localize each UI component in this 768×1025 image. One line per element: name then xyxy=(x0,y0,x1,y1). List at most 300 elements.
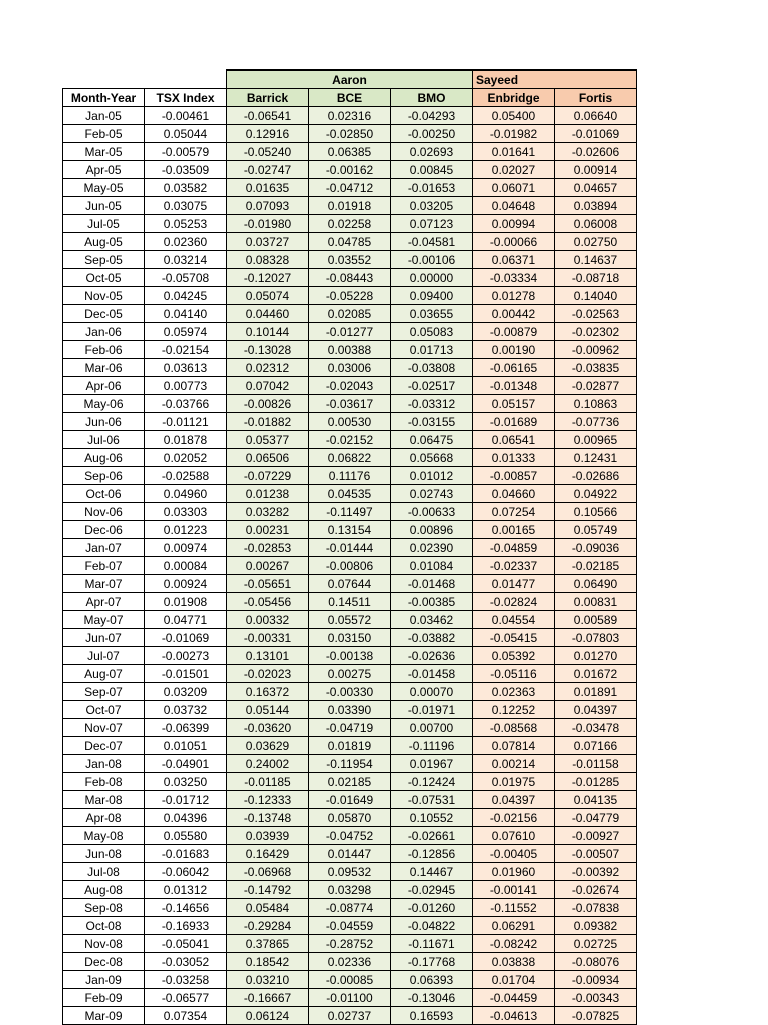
cell-bmo: 0.00070 xyxy=(391,683,473,701)
cell-fortis: -0.02686 xyxy=(555,467,637,485)
table-row xyxy=(63,179,637,197)
table-row xyxy=(63,719,637,737)
cell-bmo: -0.04822 xyxy=(391,917,473,935)
cell-tsx-index: 0.00773 xyxy=(145,377,227,395)
cell-barrick: 0.03939 xyxy=(227,827,309,845)
cell-bmo: -0.12856 xyxy=(391,845,473,863)
cell-fortis: 0.06640 xyxy=(555,107,637,125)
cell-bce: -0.04559 xyxy=(309,917,391,935)
cell-enbridge: 0.04660 xyxy=(473,485,555,503)
cell-bmo: -0.01971 xyxy=(391,701,473,719)
cell-barrick: 0.06506 xyxy=(227,449,309,467)
cell-month-year: Mar-05 xyxy=(63,143,145,161)
cell-bmo: 0.00000 xyxy=(391,269,473,287)
table-row xyxy=(63,323,637,341)
cell-bce: 0.11176 xyxy=(309,467,391,485)
cell-bce: 0.02737 xyxy=(309,1007,391,1025)
cell-tsx-index: -0.14656 xyxy=(145,899,227,917)
cell-enbridge: 0.07610 xyxy=(473,827,555,845)
cell-fortis: 0.04135 xyxy=(555,791,637,809)
cell-bmo: -0.01468 xyxy=(391,575,473,593)
cell-month-year: May-07 xyxy=(63,611,145,629)
table-row xyxy=(63,881,637,899)
cell-enbridge: 0.06371 xyxy=(473,251,555,269)
cell-month-year: Mar-07 xyxy=(63,575,145,593)
table-body xyxy=(63,107,637,1025)
cell-enbridge: -0.05116 xyxy=(473,665,555,683)
cell-fortis: -0.00927 xyxy=(555,827,637,845)
cell-bce: 0.02316 xyxy=(309,107,391,125)
table-row xyxy=(63,629,637,647)
cell-month-year: Nov-05 xyxy=(63,287,145,305)
cell-bmo: -0.11196 xyxy=(391,737,473,755)
cell-tsx-index: -0.01069 xyxy=(145,629,227,647)
cell-month-year: Feb-08 xyxy=(63,773,145,791)
cell-tsx-index: -0.03509 xyxy=(145,161,227,179)
cell-enbridge: 0.04397 xyxy=(473,791,555,809)
cell-barrick: 0.24002 xyxy=(227,755,309,773)
cell-tsx-index: -0.01121 xyxy=(145,413,227,431)
cell-enbridge: 0.01960 xyxy=(473,863,555,881)
cell-bmo: 0.01084 xyxy=(391,557,473,575)
cell-month-year: Aug-06 xyxy=(63,449,145,467)
cell-month-year: Jul-06 xyxy=(63,431,145,449)
cell-barrick: -0.16667 xyxy=(227,989,309,1007)
cell-barrick: -0.12333 xyxy=(227,791,309,809)
cell-enbridge: 0.03838 xyxy=(473,953,555,971)
cell-enbridge: 0.07814 xyxy=(473,737,555,755)
cell-enbridge: 0.02027 xyxy=(473,161,555,179)
cell-bce: -0.01444 xyxy=(309,539,391,557)
cell-barrick: 0.07042 xyxy=(227,377,309,395)
cell-month-year: Sep-07 xyxy=(63,683,145,701)
cell-enbridge: -0.08568 xyxy=(473,719,555,737)
cell-bmo: 0.03655 xyxy=(391,305,473,323)
cell-bce: 0.00388 xyxy=(309,341,391,359)
cell-bmo: -0.00250 xyxy=(391,125,473,143)
cell-tsx-index: -0.05708 xyxy=(145,269,227,287)
table-row xyxy=(63,269,637,287)
cell-bce: 0.05572 xyxy=(309,611,391,629)
cell-bmo: 0.16593 xyxy=(391,1007,473,1025)
cell-tsx-index: 0.04771 xyxy=(145,611,227,629)
cell-enbridge: 0.01641 xyxy=(473,143,555,161)
cell-fortis: 0.02725 xyxy=(555,935,637,953)
cell-enbridge: -0.04613 xyxy=(473,1007,555,1025)
cell-fortis: 0.00914 xyxy=(555,161,637,179)
table-row xyxy=(63,683,637,701)
cell-tsx-index: -0.05041 xyxy=(145,935,227,953)
cell-enbridge: -0.01689 xyxy=(473,413,555,431)
cell-barrick: -0.03620 xyxy=(227,719,309,737)
table-row xyxy=(63,431,637,449)
cell-fortis: -0.01158 xyxy=(555,755,637,773)
table-row xyxy=(63,611,637,629)
cell-month-year: Feb-05 xyxy=(63,125,145,143)
cell-month-year: Jun-07 xyxy=(63,629,145,647)
cell-fortis: -0.03478 xyxy=(555,719,637,737)
cell-barrick: -0.01980 xyxy=(227,215,309,233)
cell-bce: 0.06822 xyxy=(309,449,391,467)
cell-month-year: Dec-07 xyxy=(63,737,145,755)
cell-bmo: 0.03205 xyxy=(391,197,473,215)
cell-bce: 0.01819 xyxy=(309,737,391,755)
cell-enbridge: 0.01704 xyxy=(473,971,555,989)
cell-tsx-index: 0.01051 xyxy=(145,737,227,755)
cell-fortis: 0.01891 xyxy=(555,683,637,701)
cell-bce: 0.09532 xyxy=(309,863,391,881)
cell-bmo: 0.09400 xyxy=(391,287,473,305)
cell-enbridge: 0.06291 xyxy=(473,917,555,935)
cell-tsx-index: -0.02588 xyxy=(145,467,227,485)
cell-barrick: 0.03282 xyxy=(227,503,309,521)
cell-fortis: -0.01069 xyxy=(555,125,637,143)
cell-tsx-index: 0.02052 xyxy=(145,449,227,467)
cell-barrick: -0.07229 xyxy=(227,467,309,485)
table-row xyxy=(63,467,637,485)
cell-bce: 0.02085 xyxy=(309,305,391,323)
cell-fortis: 0.04657 xyxy=(555,179,637,197)
cell-bce: -0.02850 xyxy=(309,125,391,143)
column-header-month-year: Month-Year xyxy=(63,89,145,107)
cell-bce: -0.00085 xyxy=(309,971,391,989)
cell-bce: 0.01918 xyxy=(309,197,391,215)
cell-enbridge: -0.00141 xyxy=(473,881,555,899)
table-row xyxy=(63,197,637,215)
cell-enbridge: -0.03334 xyxy=(473,269,555,287)
cell-fortis: 0.01270 xyxy=(555,647,637,665)
cell-tsx-index: -0.00461 xyxy=(145,107,227,125)
cell-bce: 0.02258 xyxy=(309,215,391,233)
cell-barrick: -0.12027 xyxy=(227,269,309,287)
cell-month-year: Oct-07 xyxy=(63,701,145,719)
cell-tsx-index: -0.00273 xyxy=(145,647,227,665)
cell-bmo: 0.10552 xyxy=(391,809,473,827)
cell-tsx-index: 0.04140 xyxy=(145,305,227,323)
table-row xyxy=(63,395,637,413)
cell-tsx-index: -0.00579 xyxy=(145,143,227,161)
table-row xyxy=(63,935,637,953)
cell-month-year: Jan-08 xyxy=(63,755,145,773)
cell-month-year: Dec-05 xyxy=(63,305,145,323)
cell-fortis: -0.08718 xyxy=(555,269,637,287)
cell-fortis: 0.10566 xyxy=(555,503,637,521)
table-row xyxy=(63,251,637,269)
cell-barrick: -0.02023 xyxy=(227,665,309,683)
cell-month-year: May-06 xyxy=(63,395,145,413)
cell-month-year: Jul-07 xyxy=(63,647,145,665)
cell-barrick: 0.01238 xyxy=(227,485,309,503)
cell-bce: -0.04752 xyxy=(309,827,391,845)
cell-month-year: Apr-07 xyxy=(63,593,145,611)
cell-bmo: -0.17768 xyxy=(391,953,473,971)
cell-enbridge: 0.00442 xyxy=(473,305,555,323)
cell-bmo: -0.00633 xyxy=(391,503,473,521)
cell-month-year: Feb-09 xyxy=(63,989,145,1007)
cell-tsx-index: 0.04245 xyxy=(145,287,227,305)
cell-bmo: 0.01012 xyxy=(391,467,473,485)
cell-tsx-index: 0.03250 xyxy=(145,773,227,791)
table-row xyxy=(63,989,637,1007)
cell-month-year: Oct-05 xyxy=(63,269,145,287)
table-row xyxy=(63,791,637,809)
cell-bmo: -0.03808 xyxy=(391,359,473,377)
cell-tsx-index: 0.03732 xyxy=(145,701,227,719)
cell-barrick: -0.01882 xyxy=(227,413,309,431)
table-row xyxy=(63,107,637,125)
cell-enbridge: 0.07254 xyxy=(473,503,555,521)
cell-tsx-index: -0.06577 xyxy=(145,989,227,1007)
cell-enbridge: -0.00879 xyxy=(473,323,555,341)
cell-bmo: -0.11671 xyxy=(391,935,473,953)
cell-tsx-index: -0.01712 xyxy=(145,791,227,809)
table-row xyxy=(63,773,637,791)
cell-bmo: 0.03462 xyxy=(391,611,473,629)
cell-fortis: 0.14040 xyxy=(555,287,637,305)
cell-bce: -0.08443 xyxy=(309,269,391,287)
cell-fortis: 0.04922 xyxy=(555,485,637,503)
cell-bmo: -0.12424 xyxy=(391,773,473,791)
cell-bmo: -0.01260 xyxy=(391,899,473,917)
cell-tsx-index: 0.05974 xyxy=(145,323,227,341)
column-header-barrick: Barrick xyxy=(227,89,309,107)
cell-bce: -0.11497 xyxy=(309,503,391,521)
cell-bmo: 0.00896 xyxy=(391,521,473,539)
table-row xyxy=(63,971,637,989)
table-row xyxy=(63,233,637,251)
returns-table xyxy=(62,69,637,1025)
table-row xyxy=(63,701,637,719)
cell-bmo: -0.02661 xyxy=(391,827,473,845)
cell-fortis: 0.00831 xyxy=(555,593,637,611)
cell-fortis: -0.07803 xyxy=(555,629,637,647)
cell-fortis: -0.00934 xyxy=(555,971,637,989)
cell-enbridge: -0.00857 xyxy=(473,467,555,485)
cell-fortis: 0.09382 xyxy=(555,917,637,935)
cell-enbridge: 0.12252 xyxy=(473,701,555,719)
cell-enbridge: -0.00066 xyxy=(473,233,555,251)
cell-bmo: 0.05083 xyxy=(391,323,473,341)
cell-tsx-index: -0.03052 xyxy=(145,953,227,971)
cell-tsx-index: 0.04396 xyxy=(145,809,227,827)
table-row xyxy=(63,503,637,521)
cell-barrick: -0.01185 xyxy=(227,773,309,791)
cell-barrick: 0.05144 xyxy=(227,701,309,719)
cell-tsx-index: 0.07354 xyxy=(145,1007,227,1025)
cell-tsx-index: 0.01878 xyxy=(145,431,227,449)
cell-bmo: -0.03882 xyxy=(391,629,473,647)
cell-bce: 0.13154 xyxy=(309,521,391,539)
cell-fortis: 0.04397 xyxy=(555,701,637,719)
table-row xyxy=(63,845,637,863)
cell-barrick: 0.06124 xyxy=(227,1007,309,1025)
cell-bce: 0.04535 xyxy=(309,485,391,503)
cell-bmo: -0.01653 xyxy=(391,179,473,197)
cell-bce: 0.00530 xyxy=(309,413,391,431)
cell-bce: -0.28752 xyxy=(309,935,391,953)
cell-fortis: -0.02877 xyxy=(555,377,637,395)
cell-barrick: 0.08328 xyxy=(227,251,309,269)
cell-barrick: -0.05651 xyxy=(227,575,309,593)
cell-enbridge: 0.01278 xyxy=(473,287,555,305)
cell-bmo: 0.05668 xyxy=(391,449,473,467)
cell-month-year: Sep-08 xyxy=(63,899,145,917)
cell-month-year: Jul-08 xyxy=(63,863,145,881)
table-row xyxy=(63,521,637,539)
cell-tsx-index: 0.01908 xyxy=(145,593,227,611)
cell-enbridge: 0.00214 xyxy=(473,755,555,773)
cell-tsx-index: -0.01683 xyxy=(145,845,227,863)
cell-bce: -0.00162 xyxy=(309,161,391,179)
table-row xyxy=(63,953,637,971)
cell-month-year: Aug-07 xyxy=(63,665,145,683)
cell-tsx-index: 0.00974 xyxy=(145,539,227,557)
cell-tsx-index: -0.02154 xyxy=(145,341,227,359)
table-row xyxy=(63,125,637,143)
cell-fortis: -0.02185 xyxy=(555,557,637,575)
table-row xyxy=(63,161,637,179)
cell-bmo: 0.07123 xyxy=(391,215,473,233)
cell-fortis: -0.00962 xyxy=(555,341,637,359)
table-row xyxy=(63,827,637,845)
cell-enbridge: 0.05392 xyxy=(473,647,555,665)
group-header-blank xyxy=(63,70,227,89)
table-row xyxy=(63,809,637,827)
cell-bmo: -0.07531 xyxy=(391,791,473,809)
cell-barrick: 0.00231 xyxy=(227,521,309,539)
cell-bmo: 0.06475 xyxy=(391,431,473,449)
group-header-row xyxy=(63,70,637,89)
cell-barrick: 0.16372 xyxy=(227,683,309,701)
table-row xyxy=(63,899,637,917)
group-header-sayeed: Sayeed xyxy=(473,70,637,89)
cell-month-year: May-05 xyxy=(63,179,145,197)
cell-barrick: -0.06541 xyxy=(227,107,309,125)
table-row xyxy=(63,755,637,773)
cell-bce: 0.03006 xyxy=(309,359,391,377)
cell-barrick: -0.02853 xyxy=(227,539,309,557)
cell-enbridge: 0.06541 xyxy=(473,431,555,449)
cell-barrick: -0.02747 xyxy=(227,161,309,179)
cell-month-year: Nov-08 xyxy=(63,935,145,953)
cell-bmo: 0.01713 xyxy=(391,341,473,359)
column-header-bmo: BMO xyxy=(391,89,473,107)
cell-month-year: Sep-06 xyxy=(63,467,145,485)
cell-fortis: 0.02750 xyxy=(555,233,637,251)
cell-fortis: 0.01672 xyxy=(555,665,637,683)
cell-month-year: Aug-05 xyxy=(63,233,145,251)
cell-bmo: -0.01458 xyxy=(391,665,473,683)
cell-barrick: 0.03210 xyxy=(227,971,309,989)
cell-tsx-index: 0.05044 xyxy=(145,125,227,143)
cell-bce: -0.00138 xyxy=(309,647,391,665)
cell-bmo: 0.02693 xyxy=(391,143,473,161)
column-header-fortis: Fortis xyxy=(555,89,637,107)
cell-fortis: 0.00965 xyxy=(555,431,637,449)
table-row xyxy=(63,917,637,935)
cell-barrick: 0.03629 xyxy=(227,737,309,755)
cell-tsx-index: -0.01501 xyxy=(145,665,227,683)
cell-month-year: Feb-07 xyxy=(63,557,145,575)
cell-fortis: 0.03894 xyxy=(555,197,637,215)
table-row xyxy=(63,341,637,359)
table-row xyxy=(63,575,637,593)
cell-barrick: 0.05377 xyxy=(227,431,309,449)
cell-enbridge: -0.01982 xyxy=(473,125,555,143)
cell-bmo: -0.00385 xyxy=(391,593,473,611)
cell-tsx-index: 0.03582 xyxy=(145,179,227,197)
cell-month-year: Jun-06 xyxy=(63,413,145,431)
cell-barrick: 0.13101 xyxy=(227,647,309,665)
cell-bce: 0.03298 xyxy=(309,881,391,899)
cell-barrick: 0.00332 xyxy=(227,611,309,629)
cell-barrick: -0.05240 xyxy=(227,143,309,161)
cell-tsx-index: 0.03075 xyxy=(145,197,227,215)
cell-fortis: -0.03835 xyxy=(555,359,637,377)
cell-month-year: Apr-05 xyxy=(63,161,145,179)
cell-tsx-index: 0.00924 xyxy=(145,575,227,593)
cell-fortis: -0.08076 xyxy=(555,953,637,971)
table-row xyxy=(63,143,637,161)
cell-barrick: 0.05484 xyxy=(227,899,309,917)
cell-tsx-index: 0.00084 xyxy=(145,557,227,575)
cell-fortis: -0.00343 xyxy=(555,989,637,1007)
cell-enbridge: -0.04459 xyxy=(473,989,555,1007)
cell-bce: 0.03390 xyxy=(309,701,391,719)
cell-barrick: 0.03727 xyxy=(227,233,309,251)
cell-tsx-index: -0.03766 xyxy=(145,395,227,413)
cell-fortis: 0.14637 xyxy=(555,251,637,269)
table-row xyxy=(63,287,637,305)
cell-month-year: Jan-05 xyxy=(63,107,145,125)
cell-bce: -0.01277 xyxy=(309,323,391,341)
cell-tsx-index: 0.01312 xyxy=(145,881,227,899)
cell-bmo: -0.02517 xyxy=(391,377,473,395)
cell-month-year: Jan-06 xyxy=(63,323,145,341)
cell-barrick: 0.12916 xyxy=(227,125,309,143)
cell-fortis: 0.06008 xyxy=(555,215,637,233)
cell-month-year: Mar-09 xyxy=(63,1007,145,1025)
cell-bce: -0.08774 xyxy=(309,899,391,917)
cell-tsx-index: 0.01223 xyxy=(145,521,227,539)
cell-bce: 0.03552 xyxy=(309,251,391,269)
cell-tsx-index: 0.05253 xyxy=(145,215,227,233)
cell-bmo: 0.02743 xyxy=(391,485,473,503)
cell-enbridge: -0.11552 xyxy=(473,899,555,917)
cell-month-year: Oct-06 xyxy=(63,485,145,503)
cell-barrick: -0.13748 xyxy=(227,809,309,827)
cell-bce: 0.02336 xyxy=(309,953,391,971)
cell-enbridge: 0.02363 xyxy=(473,683,555,701)
cell-barrick: -0.14792 xyxy=(227,881,309,899)
cell-month-year: Apr-06 xyxy=(63,377,145,395)
cell-enbridge: -0.02824 xyxy=(473,593,555,611)
cell-fortis: 0.00589 xyxy=(555,611,637,629)
cell-bmo: -0.03155 xyxy=(391,413,473,431)
cell-bce: -0.05228 xyxy=(309,287,391,305)
cell-fortis: -0.07838 xyxy=(555,899,637,917)
cell-enbridge: 0.05400 xyxy=(473,107,555,125)
cell-tsx-index: 0.03303 xyxy=(145,503,227,521)
cell-fortis: -0.02302 xyxy=(555,323,637,341)
cell-barrick: 0.05074 xyxy=(227,287,309,305)
cell-month-year: Jan-07 xyxy=(63,539,145,557)
cell-month-year: Sep-05 xyxy=(63,251,145,269)
cell-barrick: 0.04460 xyxy=(227,305,309,323)
cell-enbridge: 0.04648 xyxy=(473,197,555,215)
table-row xyxy=(63,305,637,323)
cell-fortis: -0.01285 xyxy=(555,773,637,791)
